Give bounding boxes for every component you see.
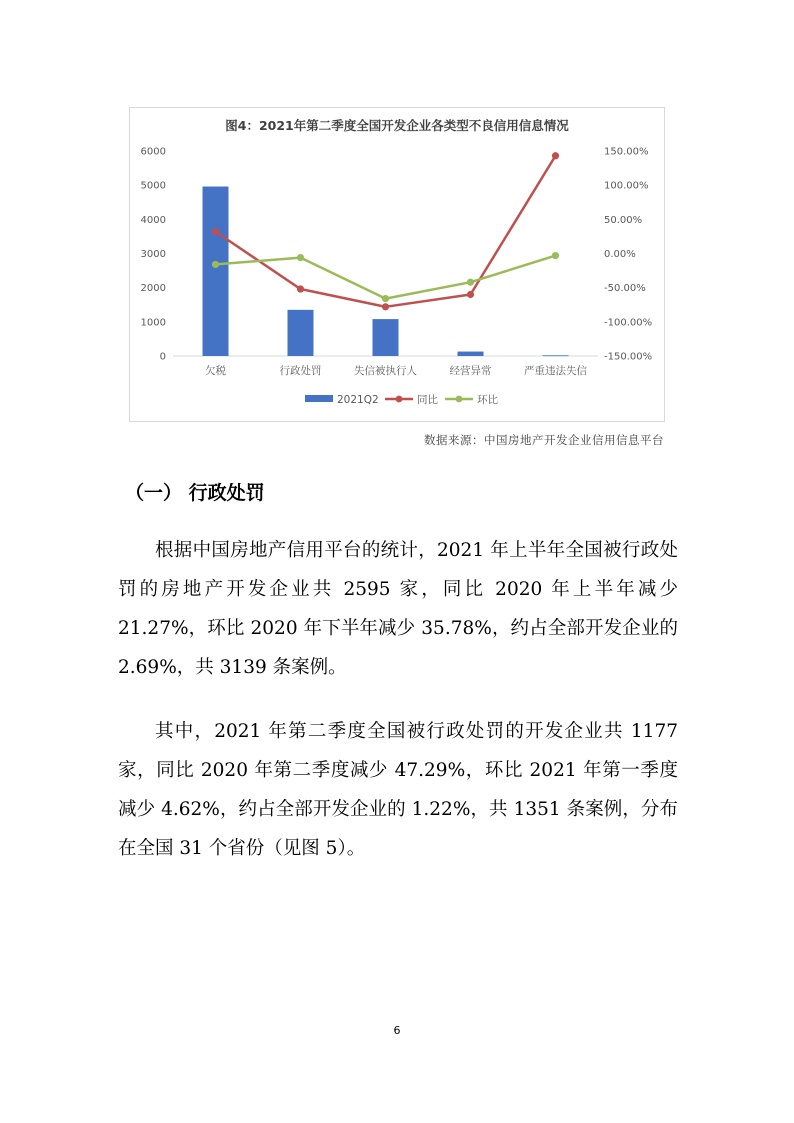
legend-label: 同比 [417,394,438,406]
y-left-tick-label: 1000 [140,317,166,329]
bar [458,352,484,356]
y-left-tick-label: 2000 [140,283,166,295]
data-point [382,303,389,310]
paragraph-2: 其中，2021 年第二季度全国被行政处罚的开发企业共 1177 家，同比 2020 年第二季度减少 47.29%，环比 2021 年第一季度减少 4.62%，约占全部开发企业的 1.22%，共 1351 条案例，分布在全国 31 个省份（见图 5）。 [118,721,678,859]
y-right-tick-label: 0.00% [604,249,636,260]
bar [288,310,314,356]
data-point [297,285,304,292]
bar [543,355,569,356]
data-point [467,279,474,286]
series-line [216,256,556,299]
data-point [297,254,304,261]
y-left-tick-label: 5000 [140,180,166,192]
chart-container [129,107,665,422]
y-left-tick-label: 0 [159,351,166,363]
y-right-tick-label: -100.00% [604,317,653,329]
source-note: 数据来源：中国房地产开发企业信用信息平台 [424,433,664,447]
y-left-tick-label: 4000 [140,214,166,226]
category-label: 失信被执行人 [354,365,417,377]
y-right-tick-label: 100.00% [604,180,649,192]
data-point [382,295,389,302]
y-left-tick-label: 3000 [140,249,166,260]
section-heading: （一） 行政处罚 [125,482,265,504]
legend-swatch [305,395,333,402]
category-label: 严重违法失信 [524,365,587,377]
data-point [212,261,219,268]
legend-marker [456,396,463,403]
y-right-tick-label: -150.00% [604,351,653,363]
legend-marker [396,396,403,403]
y-right-tick-label: -50.00% [604,283,646,295]
category-label: 经营异常 [449,365,492,377]
bad-credit-chart [130,108,664,421]
y-left-tick-label: 6000 [140,146,166,158]
bar [373,319,399,356]
category-label: 行政处罚 [279,365,322,377]
paragraph-1: 根据中国房地产信用平台的统计，2021 年上半年全国被行政处罚的房地产开发企业共 2595 家，同比 2020 年上半年减少 21.27%，环比 2020 年下半年减少 35.78%，约占全部开发企业的 2.69%，共 3139 条案例。 [118,540,678,678]
data-point [552,152,559,159]
data-point [552,252,559,259]
y-right-tick-label: 50.00% [604,214,643,226]
chart-title: 图4：2021年第二季度全国开发企业各类型不良信用信息情况 [225,118,569,133]
bar [203,187,229,356]
series-line [216,156,556,307]
data-point [212,228,219,235]
legend-label: 环比 [477,394,498,406]
data-point [467,291,474,298]
legend-label: 2021Q2 [337,394,379,406]
category-label: 欠税 [205,365,226,377]
page-number: 6 [393,1024,401,1037]
y-right-tick-label: 150.00% [604,146,649,158]
